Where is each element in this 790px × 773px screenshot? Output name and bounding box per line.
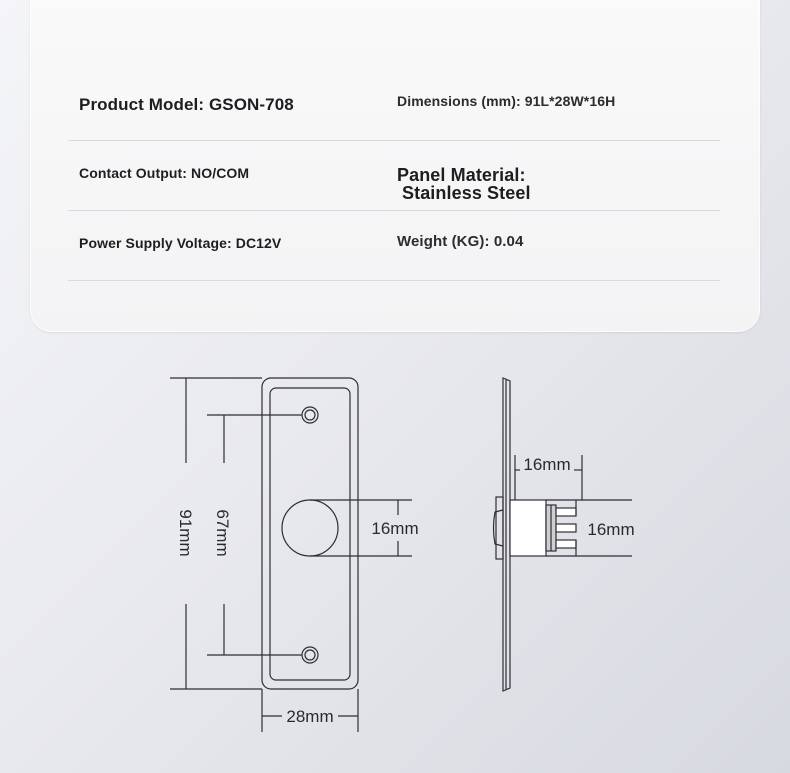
spec-weight: Weight (KG): 0.04 — [397, 233, 524, 250]
terminal-pin-top — [556, 508, 576, 516]
spec-panel-material-label: Panel Material: — [397, 165, 526, 185]
spec-product-model: Product Model: GSON-708 — [79, 95, 294, 114]
front-panel-inner-outline — [270, 388, 350, 680]
top-screw-hole — [302, 407, 318, 423]
side-height-label: 16mm — [587, 520, 635, 539]
push-button-outline — [282, 500, 338, 556]
spec-power-voltage: Power Supply Voltage: DC12V — [79, 235, 282, 251]
side-switch-body — [510, 500, 546, 556]
terminal-pin-bottom — [556, 540, 576, 548]
hole-spacing-label: 67mm — [213, 509, 232, 557]
front-panel-outline — [262, 378, 358, 689]
width-label: 28mm — [286, 707, 334, 726]
depth-label: 16mm — [523, 455, 571, 474]
height-label: 91mm — [176, 509, 195, 557]
spec-contact-output: Contact Output: NO/COM — [79, 165, 250, 181]
button-diameter-label: 16mm — [371, 519, 419, 538]
side-button-cap — [494, 510, 504, 546]
terminal-pin-middle — [556, 524, 576, 532]
spec-panel-material-value: Stainless Steel — [402, 183, 531, 203]
spec-dimensions: Dimensions (mm): 91L*28W*16H — [397, 93, 616, 109]
